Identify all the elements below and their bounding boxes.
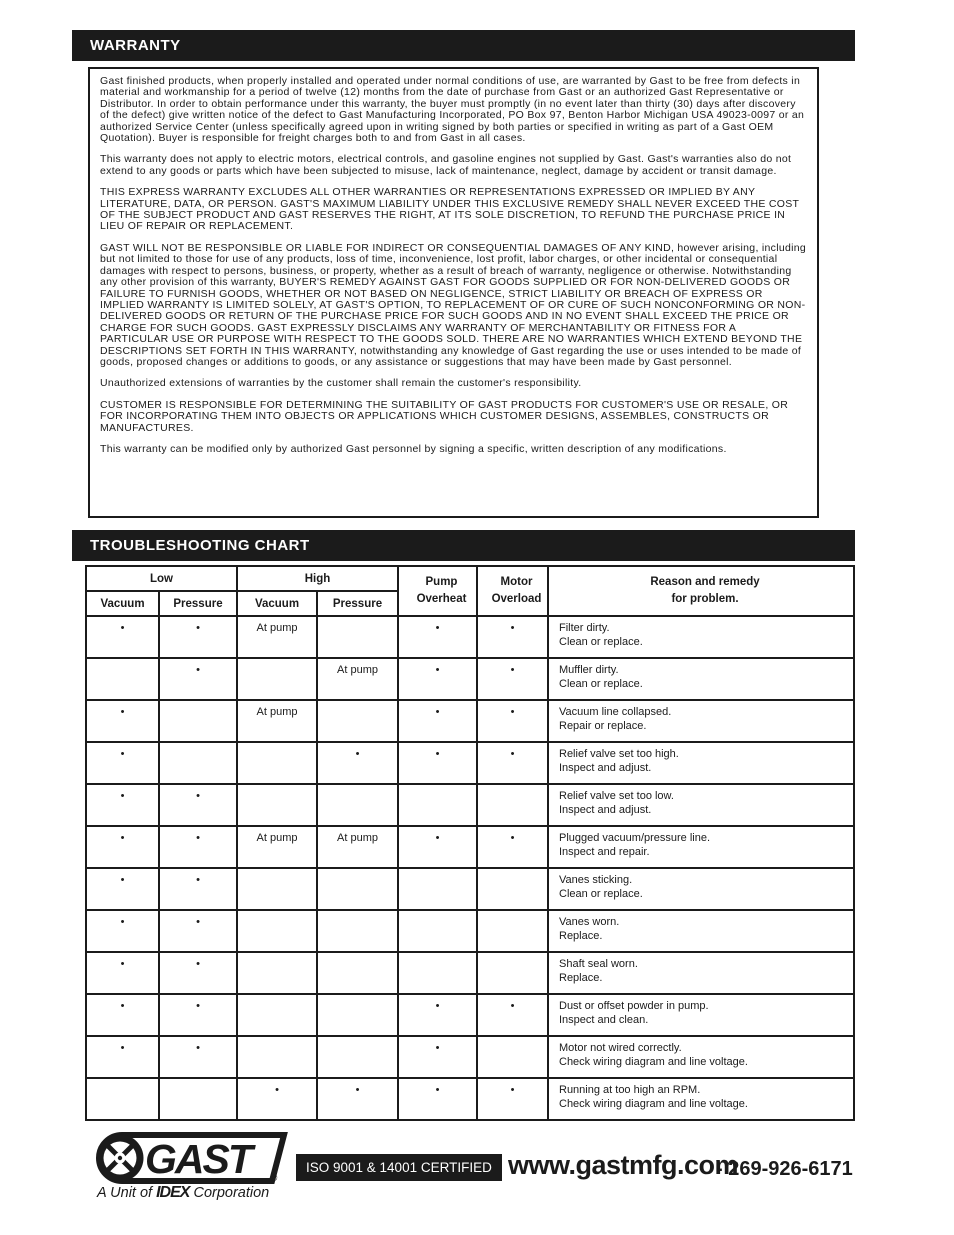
table-row bbox=[86, 784, 854, 826]
registered-mark-icon: ® bbox=[270, 1173, 278, 1184]
cell-pump-overheat: • bbox=[398, 994, 477, 1036]
cell-high-pressure bbox=[317, 700, 398, 742]
cell-low-vacuum: • bbox=[86, 784, 159, 826]
cell-low-vacuum: • bbox=[86, 952, 159, 994]
cell-low-pressure bbox=[159, 700, 237, 742]
warranty-paragraph-1: Gast finished products, when properly installed and operated under normal conditions of use, are warranted by Gast to be free from defects in material and workmanship for a period of twelve (12) months from the date of purchase from Gast or an authorized Gast Representative or Distributor. In order to obtain performance under this warranty, the buyer must promptly (in no event later than thirty (30) days after discovery of the defect) give written notice of the defect to Gast Manufacturing Incorporated, PO Box 97, Benton Harbor Michigan USA 49023-0097 or an authorized Service Center (unless specifically agreed upon in writing signed by both parties or specified in writing as part of a Gast OEM Quotation). Buyer is responsible for freight charges both to and from Gast in all cases. bbox=[100, 75, 805, 145]
troubleshooting-title: TROUBLESHOOTING CHART bbox=[90, 537, 310, 554]
warranty-text-box bbox=[88, 67, 819, 518]
cell-low-vacuum: • bbox=[86, 826, 159, 868]
cell-high-vacuum bbox=[237, 994, 317, 1036]
cell-reason: Relief valve set too low. Inspect and adjust. bbox=[548, 784, 854, 826]
cell-high-vacuum bbox=[237, 868, 317, 910]
cell-motor-overload: • bbox=[477, 826, 548, 868]
table-row bbox=[86, 826, 854, 868]
cell-high-pressure bbox=[317, 910, 398, 952]
table-row bbox=[86, 1078, 854, 1120]
cell-high-vacuum: At pump bbox=[237, 826, 317, 868]
cell-reason: Vacuum line collapsed. Repair or replace. bbox=[548, 700, 854, 742]
cell-high-pressure bbox=[317, 952, 398, 994]
cell-low-vacuum: • bbox=[86, 742, 159, 784]
cell-pump-overheat bbox=[398, 952, 477, 994]
cell-motor-overload: • bbox=[477, 742, 548, 784]
cell-high-pressure: • bbox=[317, 1078, 398, 1120]
troubleshooting-section-header bbox=[72, 530, 855, 561]
cell-high-pressure: At pump bbox=[317, 658, 398, 700]
phone-number: - 269-926-6171 bbox=[716, 1158, 853, 1180]
cell-low-pressure: • bbox=[159, 826, 237, 868]
cell-low-vacuum: • bbox=[86, 868, 159, 910]
cell-low-pressure: • bbox=[159, 1036, 237, 1078]
cell-low-pressure: • bbox=[159, 952, 237, 994]
cell-low-vacuum: • bbox=[86, 994, 159, 1036]
table-row bbox=[86, 742, 854, 784]
col-reason-remedy: Reason and remedy for problem. bbox=[548, 566, 854, 616]
cell-high-vacuum: At pump bbox=[237, 700, 317, 742]
cell-high-vacuum bbox=[237, 910, 317, 952]
col-motor-overload: Motor Overload bbox=[477, 566, 548, 616]
table-row bbox=[86, 658, 854, 700]
cell-pump-overheat bbox=[398, 784, 477, 826]
cell-low-pressure: • bbox=[159, 994, 237, 1036]
warranty-section-header bbox=[72, 30, 855, 61]
cell-low-vacuum bbox=[86, 1078, 159, 1120]
iso-certified-badge: ISO 9001 & 14001 CERTIFIED bbox=[296, 1154, 502, 1181]
cell-reason: Filter dirty. Clean or replace. bbox=[548, 616, 854, 658]
cell-reason: Motor not wired correctly. Check wiring diagram and line voltage. bbox=[548, 1036, 854, 1078]
cell-motor-overload bbox=[477, 1036, 548, 1078]
cell-high-pressure bbox=[317, 616, 398, 658]
table-header bbox=[86, 566, 854, 616]
cell-low-pressure bbox=[159, 1078, 237, 1120]
table-body bbox=[86, 616, 854, 1120]
cell-low-vacuum: • bbox=[86, 1036, 159, 1078]
cell-reason: Shaft seal worn. Replace. bbox=[548, 952, 854, 994]
idex-logo-text: IDEX bbox=[156, 1184, 190, 1201]
table-row bbox=[86, 1036, 854, 1078]
warranty-paragraph-2: This warranty does not apply to electric motors, electrical controls, and gasoline engines not supplied by Gast. Gast's warranties also do not extend to any goods or parts which have been subjected to misuse, lack of maintenance, neglect, damage by accident or transit damage. bbox=[100, 153, 792, 177]
cell-high-vacuum: At pump bbox=[237, 616, 317, 658]
cell-motor-overload: • bbox=[477, 616, 548, 658]
col-high-pressure: Pressure bbox=[317, 591, 398, 616]
cell-high-vacuum bbox=[237, 742, 317, 784]
cell-pump-overheat: • bbox=[398, 1036, 477, 1078]
cell-high-pressure bbox=[317, 1036, 398, 1078]
cell-motor-overload: • bbox=[477, 700, 548, 742]
col-group-high: High bbox=[237, 566, 398, 591]
idex-tagline: A Unit of IDEX Corporation bbox=[97, 1184, 270, 1201]
cell-high-vacuum: • bbox=[237, 1078, 317, 1120]
cell-reason: Dust or offset powder in pump. Inspect and clean. bbox=[548, 994, 854, 1036]
col-low-vacuum: Vacuum bbox=[86, 591, 159, 616]
warranty-title: WARRANTY bbox=[90, 37, 181, 54]
cell-motor-overload: • bbox=[477, 1078, 548, 1120]
cell-high-pressure: At pump bbox=[317, 826, 398, 868]
cell-low-vacuum: • bbox=[86, 910, 159, 952]
gast-emblem-icon bbox=[97, 1135, 144, 1182]
website-url: www.gastmfg.com bbox=[508, 1150, 739, 1180]
cell-low-pressure: • bbox=[159, 784, 237, 826]
table-row bbox=[86, 910, 854, 952]
cell-low-pressure bbox=[159, 742, 237, 784]
col-group-low: Low bbox=[86, 566, 237, 591]
cell-motor-overload bbox=[477, 910, 548, 952]
cell-high-vacuum bbox=[237, 1036, 317, 1078]
table-row bbox=[86, 952, 854, 994]
warranty-paragraph-7: This warranty can be modified only by authorized Gast personnel by signing a specific, written description of any modifications. bbox=[100, 442, 727, 455]
cell-motor-overload bbox=[477, 868, 548, 910]
cell-high-pressure: • bbox=[317, 742, 398, 784]
table-row bbox=[86, 868, 854, 910]
cell-pump-overheat bbox=[398, 910, 477, 952]
cell-low-vacuum: • bbox=[86, 616, 159, 658]
col-high-vacuum: Vacuum bbox=[237, 591, 317, 616]
cell-reason: Running at too high an RPM. Check wiring diagram and line voltage. bbox=[548, 1078, 854, 1120]
cell-pump-overheat: • bbox=[398, 1078, 477, 1120]
cell-reason: Vanes sticking. Clean or replace. bbox=[548, 868, 854, 910]
table-row bbox=[86, 994, 854, 1036]
cell-low-pressure: • bbox=[159, 868, 237, 910]
col-pump-overheat: Pump Overheat bbox=[398, 566, 477, 616]
table-row bbox=[86, 616, 854, 658]
warranty-paragraph-4: GAST WILL NOT BE RESPONSIBLE OR LIABLE FOR INDIRECT OR CONSEQUENTIAL DAMAGES OF ANY KIND, however arising, including but not limited to those for use of any products, loss of time, inconvenience, lost profit, labor charges, or other incidental or consequential damages with respect to persons, business, or property, whether as a result of breach of warranty, negligence or otherwise. Notwithstanding any other provision of this warranty, BUYER'S REMEDY AGAINST GAST FOR GOODS SUPPLIED OR FOR NON-DELIVERED GOODS OR FAILURE TO FURNISH GOODS, WHETHER OR NOT BASED ON NEGLIGENCE, STRICT LIABILITY OR BREACH OF EXPRESS OR IMPLIED WARRANTY IS LIMITED SOLELY, AT GAST'S OPTION, TO REPLACEMENT OF OR CURE OF SUCH NONCONFORMING OR NON-DELIVERED GOODS OR RETURN OF THE PURCHASE PRICE FOR SUCH GOODS AND IN NO EVENT SHALL EXCEED THE PRICE OR CHARGE FOR SUCH GOODS. GAST EXPRESSLY DISCLAIMS ANY WARRANTY OF MERCHANTABILITY OR FITNESS FOR A PARTICULAR USE OR PURPOSE WITH RESPECT TO THE GOODS SOLD. THERE ARE NO WARRANTIES WHICH EXTEND BEYOND THE DESCRIPTIONS SET FORTH IN THIS WARRANTY, notwithstanding any knowledge of Gast regarding the use or uses intended to be made of goods, proposed changes or additions to goods, or any assistance or suggestions that may have been made by Gast personnel. bbox=[100, 241, 807, 368]
gast-logo bbox=[92, 1131, 294, 1185]
warranty-paragraph-6: CUSTOMER IS RESPONSIBLE FOR DETERMINING THE SUITABILITY OF GAST PRODUCTS FOR CUSTOMER'S USE OR RESALE, OR FOR INCORPORATING THEM INTO OBJECTS OR APPLICATIONS WHICH CUSTOMER DESIGNS, ASSEMBLES, CONSTRUCTS OR MANUFACTURES. bbox=[100, 398, 789, 434]
cell-motor-overload: • bbox=[477, 658, 548, 700]
cell-pump-overheat: • bbox=[398, 616, 477, 658]
cell-reason: Muffler dirty. Clean or replace. bbox=[548, 658, 854, 700]
cell-pump-overheat bbox=[398, 868, 477, 910]
cell-low-pressure: • bbox=[159, 910, 237, 952]
cell-high-vacuum bbox=[237, 952, 317, 994]
table-row bbox=[86, 700, 854, 742]
cell-low-pressure: • bbox=[159, 658, 237, 700]
col-low-pressure: Pressure bbox=[159, 591, 237, 616]
cell-pump-overheat: • bbox=[398, 658, 477, 700]
warranty-paragraph-3: THIS EXPRESS WARRANTY EXCLUDES ALL OTHER WARRANTIES OR REPRESENTATIONS EXPRESSED OR IMPLIED BY ANY LITERATURE, DATA, OR PERSON. GAST'S MAXIMUM LIABILITY UNDER THIS EXCLUSIVE REMEDY SHALL NEVER EXCEED THE COST OF THE SUBJECT PRODUCT AND GAST RESERVES THE RIGHT, AT ITS SOLE DISCRETION, TO REFUND THE PURCHASE PRICE IN LIEU OF REPAIR OR REPLACEMENT. bbox=[100, 186, 800, 233]
warranty-paragraph-5: Unauthorized extensions of warranties by the customer shall remain the customer's responsibility. bbox=[100, 377, 582, 390]
gast-logo-text: GAST bbox=[145, 1136, 251, 1182]
troubleshooting-table bbox=[85, 565, 855, 1121]
cell-reason: Vanes worn. Replace. bbox=[548, 910, 854, 952]
cell-motor-overload bbox=[477, 952, 548, 994]
cell-high-pressure bbox=[317, 868, 398, 910]
cell-motor-overload bbox=[477, 784, 548, 826]
cell-high-vacuum bbox=[237, 658, 317, 700]
cell-pump-overheat: • bbox=[398, 826, 477, 868]
cell-high-pressure bbox=[317, 784, 398, 826]
cell-low-vacuum: • bbox=[86, 700, 159, 742]
cell-high-vacuum bbox=[237, 784, 317, 826]
cell-motor-overload: • bbox=[477, 994, 548, 1036]
cell-low-vacuum bbox=[86, 658, 159, 700]
cell-pump-overheat: • bbox=[398, 742, 477, 784]
cell-low-pressure: • bbox=[159, 616, 237, 658]
cell-reason: Plugged vacuum/pressure line. Inspect and repair. bbox=[548, 826, 854, 868]
cell-high-pressure bbox=[317, 994, 398, 1036]
cell-reason: Relief valve set too high. Inspect and adjust. bbox=[548, 742, 854, 784]
cell-pump-overheat: • bbox=[398, 700, 477, 742]
